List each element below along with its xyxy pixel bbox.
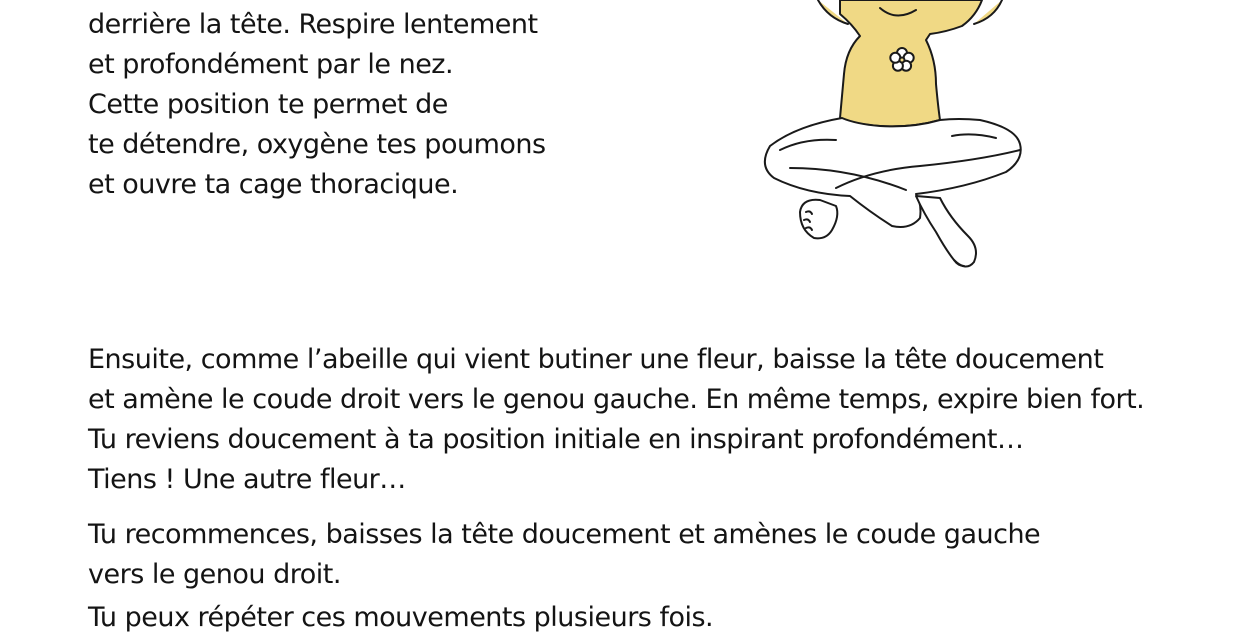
intro-line: derrière la tête. Respire lentement xyxy=(88,9,538,40)
body-paragraph-2 xyxy=(88,515,1040,595)
child-yoga-illustration xyxy=(740,0,1040,280)
text-line: vers le genou droit. xyxy=(88,559,341,590)
right-foot xyxy=(916,196,976,267)
text-line: Tu recommences, baisses la tête doucement et amènes le coude gauche xyxy=(88,519,1041,550)
intro-line: te détendre, oxygène tes poumons xyxy=(88,129,546,160)
body-paragraph-3 xyxy=(88,598,713,638)
intro-line: et profondément par le nez. xyxy=(88,49,454,80)
text-line: Tu peux répéter ces mouvements plusieurs fois. xyxy=(88,602,714,633)
intro-line: et ouvre ta cage thoracique. xyxy=(88,169,459,200)
text-line: Ensuite, comme l’abeille qui vient butiner une fleur, baisse la tête doucement xyxy=(88,344,1104,375)
text-line: Tu reviens doucement à ta position initiale en inspirant profondément… xyxy=(88,424,1024,455)
text-line: Tiens ! Une autre fleur… xyxy=(88,464,406,495)
intro-paragraph xyxy=(88,5,546,205)
body-paragraph-1 xyxy=(88,340,1144,500)
text-line: et amène le coude droit vers le genou gauche. En même temps, expire bien fort. xyxy=(88,384,1145,415)
intro-line: Cette position te permet de xyxy=(88,89,448,120)
